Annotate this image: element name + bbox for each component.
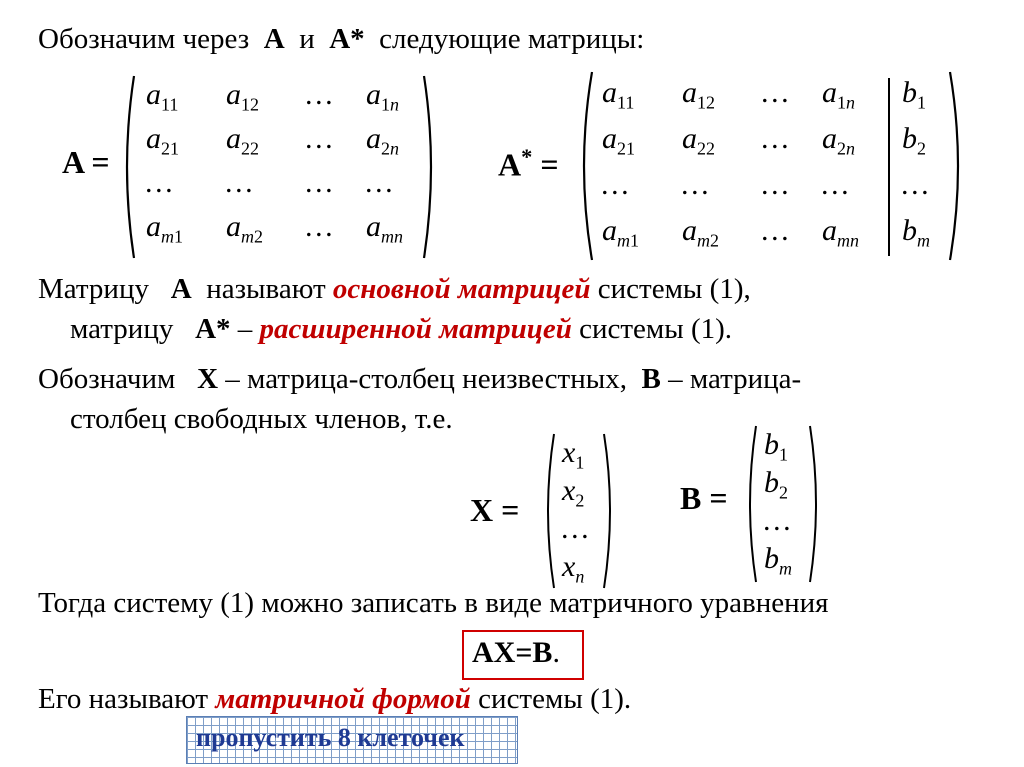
matrix-astar-separator (888, 78, 890, 256)
matrix-equation (472, 636, 560, 669)
para2-line1 (38, 364, 801, 396)
matrix-a-cell: $a_{mn}$ (366, 210, 403, 247)
matrix-astar-cell: … (762, 122, 789, 155)
intro-matrix-a: A (263, 23, 285, 55)
para4-line (38, 684, 631, 716)
matrix-astar-cell: … (762, 76, 789, 109)
matrix-astar-cell: … (762, 214, 789, 247)
matrix-astar-label-eq: = (540, 146, 559, 183)
para1-l2-prefix: матрицу (70, 313, 174, 345)
matrix-a-cell: … (146, 166, 173, 199)
matrix-astar-cell: $a_{m2}$ (682, 214, 719, 251)
para1-red-term: основной матрицей (332, 273, 591, 305)
matrix-x-cell: … (562, 512, 589, 545)
para2-prefix: Обозначим (38, 363, 176, 395)
para1-line2 (70, 314, 732, 346)
matrix-astar-cell: $a_{1n}$ (822, 76, 855, 113)
matrix-astar-cell: … (602, 168, 629, 201)
matrix-a-cell: $a_{1n}$ (366, 78, 399, 115)
para1-l2-red-term: расширенной матрицей (259, 313, 572, 345)
matrix-astar-cell: $a_{12}$ (682, 76, 715, 113)
matrix-a-cell: $a_{11}$ (146, 78, 179, 115)
matrix-a-cell: … (306, 210, 333, 243)
matrix-astar-augmented-cell: $b_2$ (902, 122, 926, 159)
matrix-a-cell: … (306, 122, 333, 155)
matrix-a-cell: $a_{12}$ (226, 78, 259, 115)
matrix-b-cell: $b_2$ (764, 466, 788, 503)
matrix-x-cell: $x_1$ (562, 436, 585, 473)
para1-suffix: системы (1), (597, 273, 751, 305)
matrix-x-cell: $x_n$ (562, 550, 585, 587)
matrix-b-right-paren (806, 424, 824, 584)
matrix-astar (596, 76, 956, 260)
para1-line1 (38, 274, 751, 306)
matrix-a-left-paren (118, 74, 138, 260)
matrix-a-right-paren (420, 74, 440, 260)
matrix-astar-cell: $a_{2n}$ (822, 122, 855, 159)
para1-dash: – (237, 313, 253, 345)
para1-prefix: Матрицу (38, 273, 149, 305)
matrix-a (140, 78, 440, 258)
matrix-astar-left-paren (574, 70, 596, 262)
matrix-a-cell: $a_{m1}$ (146, 210, 183, 247)
matrix-x-label: X = (470, 492, 520, 528)
matrix-astar-cell: $a_{21}$ (602, 122, 635, 159)
para2-line2: столбец свободных членов, т.е. (70, 403, 453, 435)
matrix-a-cell: $a_{2n}$ (366, 122, 399, 159)
para2-mid: – матрица-столбец неизвестных, (225, 363, 627, 395)
matrix-a-cell: … (306, 78, 333, 111)
matrix-astar-cell: $a_{22}$ (682, 122, 715, 159)
para2-matrix-x: X (197, 363, 219, 395)
matrix-b-left-paren (742, 424, 760, 584)
matrix-astar-right-paren (946, 70, 968, 262)
matrix-astar-label-letter: A (498, 146, 522, 183)
intro-suffix: следующие матрицы: (379, 23, 645, 55)
equation-period: . (552, 636, 560, 669)
para4-red-term: матричной формой (215, 683, 471, 715)
matrix-b-cell: $b_1$ (764, 428, 788, 465)
matrix-b-cell: … (764, 504, 791, 537)
intro-prefix: Обозначим через (38, 23, 250, 55)
matrix-a-cell: $a_{22}$ (226, 122, 259, 159)
matrix-astar-cell: … (682, 168, 709, 201)
matrix-a-cell: $a_{21}$ (146, 122, 179, 159)
para2-suffix: – матрица- (668, 363, 802, 395)
intro-matrix-astar: A* (329, 23, 365, 55)
para4-suffix: системы (1). (478, 683, 632, 715)
para2-matrix-b: B (641, 363, 661, 395)
matrix-astar-cell: $a_{mn}$ (822, 214, 859, 251)
matrix-b-cell: $b_m$ (764, 542, 792, 579)
para3-line: Тогда систему (1) можно записать в виде матричного уравнения (38, 587, 829, 619)
intro-and: и (299, 23, 315, 55)
matrix-astar-cell: … (822, 168, 849, 201)
para4-prefix: Его называют (38, 683, 209, 715)
matrix-x-right-paren (600, 432, 618, 590)
matrix-x-left-paren (540, 432, 558, 590)
para1-matrix-astar: A* (195, 313, 231, 345)
matrix-a-label: A = (62, 144, 110, 180)
para1-l2-suffix: системы (1). (579, 313, 733, 345)
matrix-a-cell: $a_{m2}$ (226, 210, 263, 247)
matrix-a-cell: … (366, 166, 393, 199)
matrix-astar-augmented-cell: … (902, 168, 929, 201)
intro-line (38, 24, 644, 56)
matrix-b-label: B = (680, 480, 728, 516)
matrix-astar-augmented-cell: $b_m$ (902, 214, 930, 251)
matrix-astar-cell: … (762, 168, 789, 201)
matrix-x-cell: $x_2$ (562, 474, 585, 511)
matrix-astar-cell: $a_{11}$ (602, 76, 635, 113)
matrix-astar-label (498, 144, 559, 184)
matrix-astar-label-star: * (521, 144, 533, 169)
matrix-a-cell: … (226, 166, 253, 199)
matrix-astar-cell: $a_{m1}$ (602, 214, 639, 251)
para1-mid: называют (206, 273, 326, 305)
para1-matrix-a: A (170, 273, 192, 305)
equation-text: AX=B (472, 636, 553, 669)
matrix-astar-augmented-cell: $b_1$ (902, 76, 926, 113)
skip-cells-label: пропустить 8 клеточек (196, 723, 465, 752)
matrix-a-cell: … (306, 166, 333, 199)
